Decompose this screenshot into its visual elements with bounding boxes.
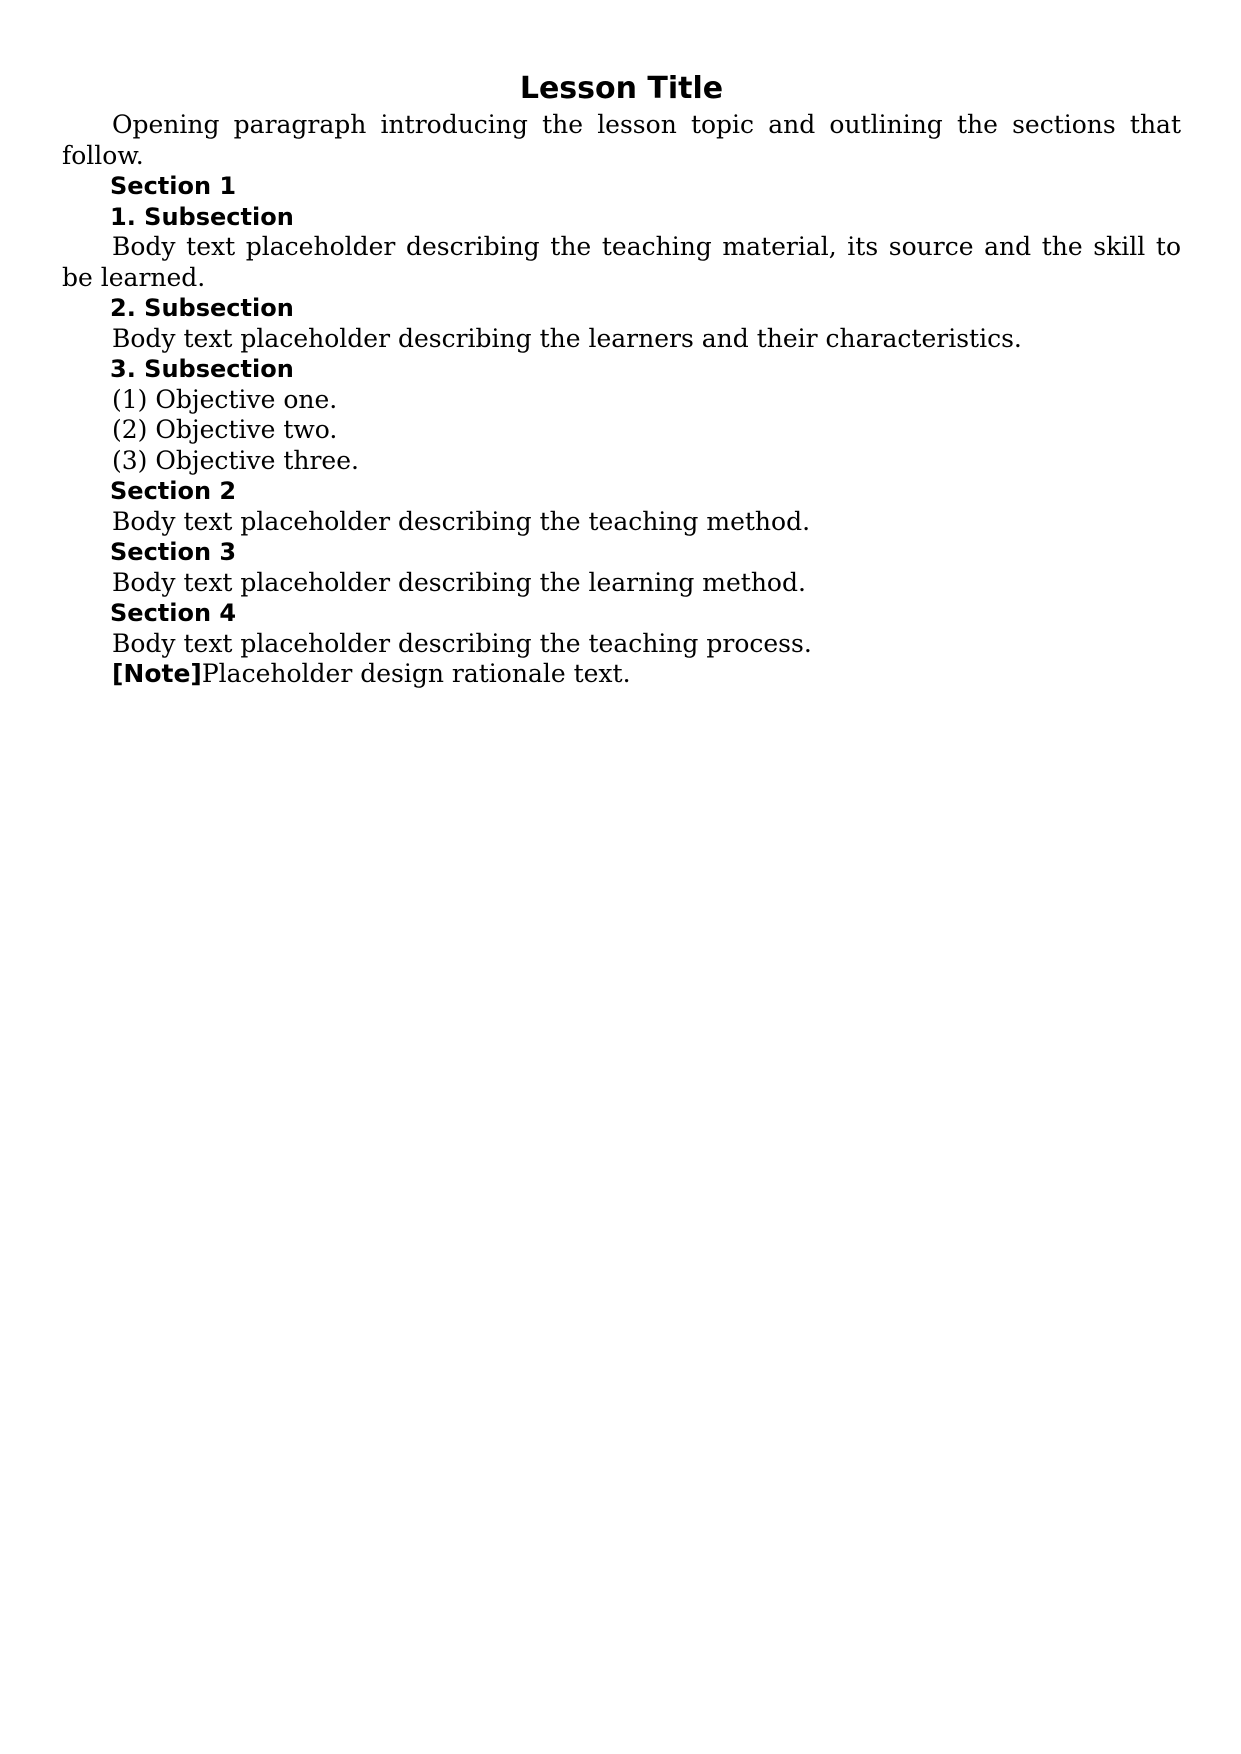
paragraph-text: Body text placeholder describing the learners and their characteristics. <box>112 323 1022 353</box>
body-paragraph <box>62 568 1181 599</box>
paragraph-text: Section 4 <box>110 599 237 627</box>
page-title: Lesson Title <box>519 71 724 106</box>
paragraph-text: Section 1 <box>110 172 237 200</box>
section-heading <box>62 354 1181 385</box>
paragraph-text: 2. Subsection <box>110 294 294 322</box>
body-paragraph <box>62 385 1181 416</box>
paragraph-text: (2) Objective two. <box>112 415 338 444</box>
paragraph-text: 3. Subsection <box>110 355 294 383</box>
body-paragraph <box>62 446 1181 477</box>
paragraph-text: 1. Subsection <box>110 202 294 231</box>
body-paragraph <box>62 110 1181 171</box>
paragraph-text: Body text placeholder describing the teaching process. <box>112 628 812 658</box>
body-paragraph <box>62 659 1181 690</box>
section-heading <box>62 293 1181 324</box>
section-heading <box>62 202 1181 233</box>
paragraph-text: Placeholder design rationale text. <box>201 659 631 688</box>
paragraph-text: Section 2 <box>110 477 237 505</box>
section-heading <box>62 598 1181 629</box>
section-heading <box>62 476 1181 507</box>
paragraph-text: (1) Objective one. <box>112 384 338 414</box>
paragraph-text: (3) Objective three. <box>112 445 359 475</box>
paragraph-text: Body text placeholder describing the learning method. <box>112 567 806 597</box>
paragraph-text: Opening paragraph introducing the lesson topic and outlining the sections that follow. <box>62 110 1181 170</box>
paragraph-text: Body text placeholder describing the teaching material, its source and the skill to be learned. <box>62 232 1181 292</box>
paragraph-text: Section 3 <box>110 538 237 566</box>
design-intent-label: [Note] <box>112 659 202 688</box>
body-paragraph <box>62 324 1181 355</box>
paragraph-text: Body text placeholder describing the teaching method. <box>112 506 811 536</box>
section-heading <box>62 171 1181 202</box>
body-paragraph <box>62 415 1181 446</box>
body-paragraph <box>62 629 1181 660</box>
document-body <box>62 110 1181 690</box>
section-heading <box>62 537 1181 568</box>
body-paragraph <box>62 507 1181 538</box>
body-paragraph <box>62 232 1181 293</box>
